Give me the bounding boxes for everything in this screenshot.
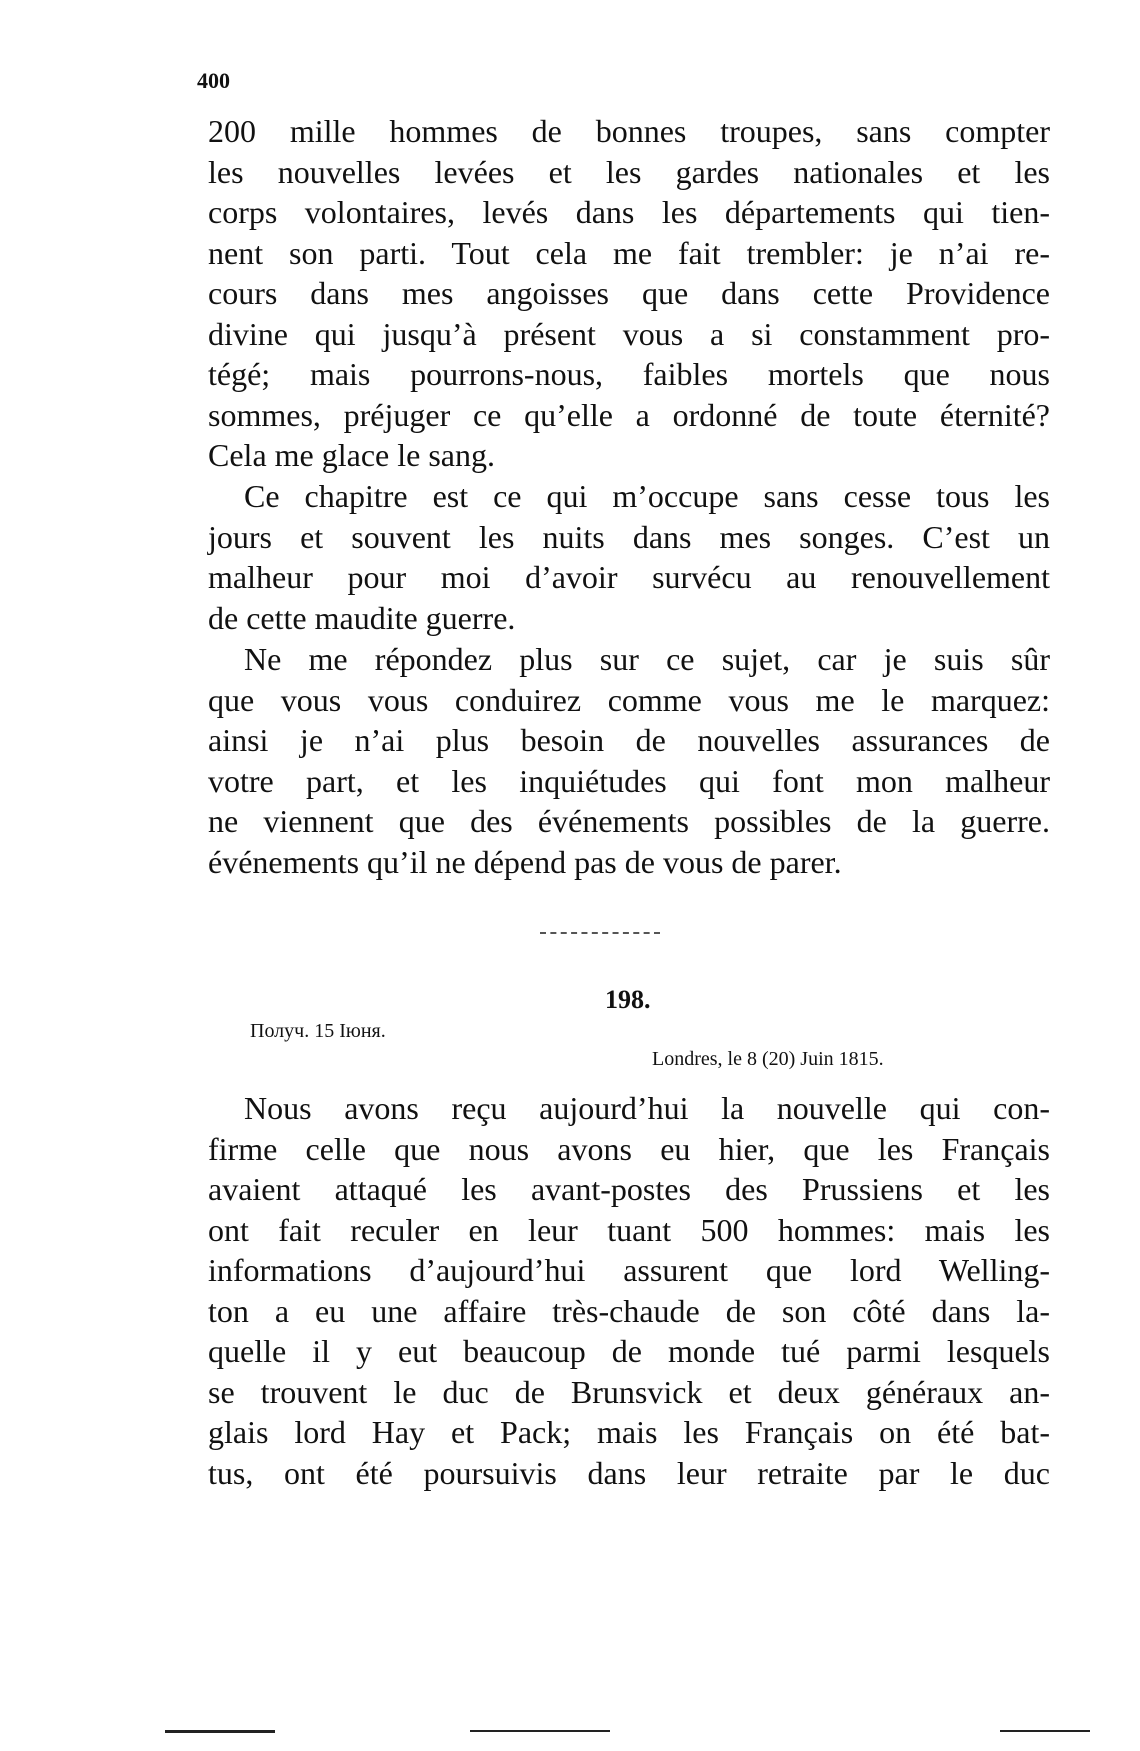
text-line: avaient attaqué les avant-postes des Prussiens et les	[208, 1171, 1050, 1207]
text-line: corps volontaires, levés dans les départements qui tien-	[208, 194, 1050, 230]
bottom-rule-center	[470, 1730, 610, 1732]
text-line: ainsi je n’ai plus besoin de nouvelles assurances de	[208, 722, 1050, 758]
paragraph-2	[208, 476, 1050, 638]
text-line: Nous avons reçu aujourd’hui la nouvelle qui con-	[244, 1090, 1050, 1126]
bottom-rule-left	[165, 1730, 275, 1733]
text-line: jours et souvent les nuits dans mes songes. C’est un	[208, 518, 1050, 555]
text-line: de cette maudite guerre.	[208, 599, 516, 636]
text-line: Cela me glace le sang.	[208, 437, 495, 473]
paragraph-3	[208, 639, 1050, 882]
page-number: 400	[197, 68, 230, 93]
text-line: les nouvelles levées et les gardes nationales et les	[208, 153, 1050, 190]
text-line: que vous vous conduirez comme vous me le marquez:	[208, 681, 1050, 718]
paragraph-1	[208, 111, 1050, 476]
text-line: se trouvent le duc de Brunsvick et deux généraux an-	[208, 1373, 1050, 1410]
text-line: ton a eu une affaire très-chaude de son côté dans la-	[208, 1292, 1050, 1329]
text-line: ne viennent que des événements possibles de la guerre.	[208, 803, 1050, 839]
received-note: Получ. 15 Іюня.	[250, 1020, 386, 1042]
letter-dateline: Londres, le 8 (20) Juin 1815.	[652, 1048, 884, 1070]
text-line: divine qui jusqu’à présent vous a si constamment pro-	[208, 315, 1050, 352]
text-line: firme celle que nous avons eu hier, que les Français	[208, 1130, 1050, 1167]
text-line: tégé; mais pourrons-nous, faibles mortels que nous	[208, 356, 1050, 392]
letter-number: 198.	[605, 985, 651, 1014]
text-line: sommes, préjuger ce qu’elle a ordonné de toute éternité?	[208, 396, 1050, 433]
text-line: informations d’aujourd’hui assurent que lord Welling-	[208, 1252, 1050, 1288]
text-line: votre part, et les inquiétudes qui font mon malheur	[208, 762, 1050, 799]
text-line: tus, ont été poursuivis dans leur retraite par le duc	[208, 1454, 1050, 1491]
bottom-rule-right	[1000, 1730, 1090, 1732]
text-line: événements qu’il ne dépend pas de vous de parer.	[208, 843, 842, 880]
text-line: glais lord Hay et Pack; mais les Français on été bat-	[208, 1414, 1050, 1450]
text-line: Ne me répondez plus sur ce sujet, car je suis sûr	[244, 641, 1050, 677]
text-line: quelle il y eut beaucoup de monde tué parmi lesquels	[208, 1333, 1050, 1369]
section-separator	[540, 932, 660, 934]
text-line: ont fait reculer en leur tuant 500 hommes: mais les	[208, 1211, 1050, 1248]
text-line: malheur pour moi d’avoir survécu au renouvellement	[208, 559, 1050, 595]
text-line: cours dans mes angoisses que dans cette Providence	[208, 275, 1050, 311]
letter-body	[208, 1088, 1050, 1493]
text-line: 200 mille hommes de bonnes troupes, sans compter	[208, 113, 1050, 149]
text-line: Ce chapitre est ce qui m’occupe sans cesse tous les	[244, 478, 1050, 514]
text-line: nent son parti. Tout cela me fait trembler: je n’ai re-	[208, 234, 1050, 271]
